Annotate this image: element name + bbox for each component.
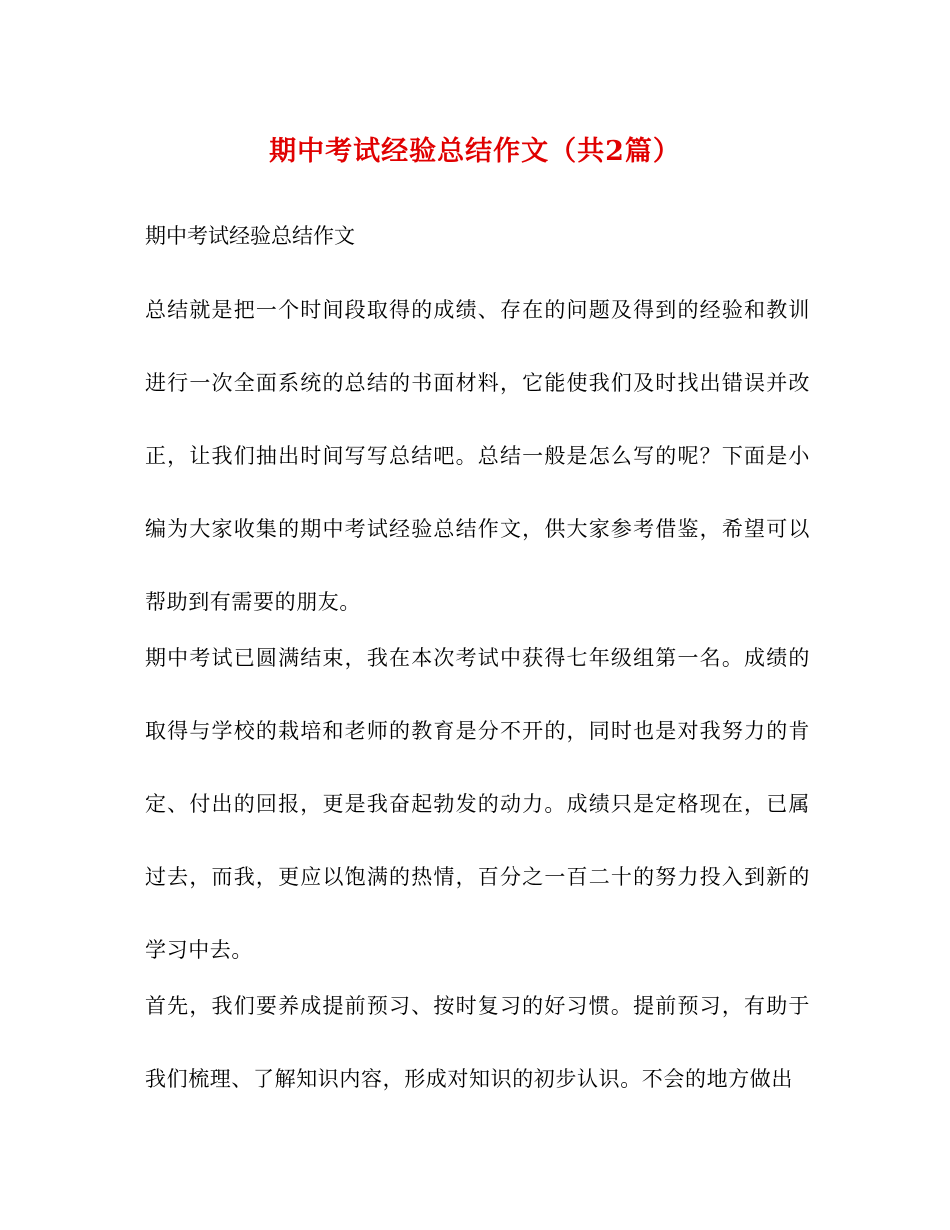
document-title: 期中考试经验总结作文（共2篇） bbox=[269, 136, 681, 167]
document-subtitle: 期中考试经验总结作文 bbox=[145, 224, 355, 248]
paragraph-study-habits: 首先，我们要养成提前预习、按时复习的好习惯。提前预习，有助于我们梳理、了解知识内容，形成对知识的初步认识。不会的地方做出 bbox=[145, 994, 810, 1091]
paragraph-exam-result: 期中考试已圆满结束，我在本次考试中获得七年级组第一名。成绩的取得与学校的栽培和老师的教育是分不开的，同时也是对我努力的肯定、付出的回报，更是我奋起勃发的动力。成绩只是定格现在，已属过去，而我，更应以饱满的热情，百分之一百二十的努力投入到新的学习中去。 bbox=[145, 646, 810, 962]
paragraph-intro: 总结就是把一个时间段取得的成绩、存在的问题及得到的经验和教训进行一次全面系统的总结的书面材料，它能使我们及时找出错误并改正，让我们抽出时间写写总结吧。总结一般是怎么写的呢？下面是小编为大家收集的期中考试经验总结作文，供大家参考借鉴，希望可以帮助到有需要的朋友。 bbox=[145, 298, 810, 614]
